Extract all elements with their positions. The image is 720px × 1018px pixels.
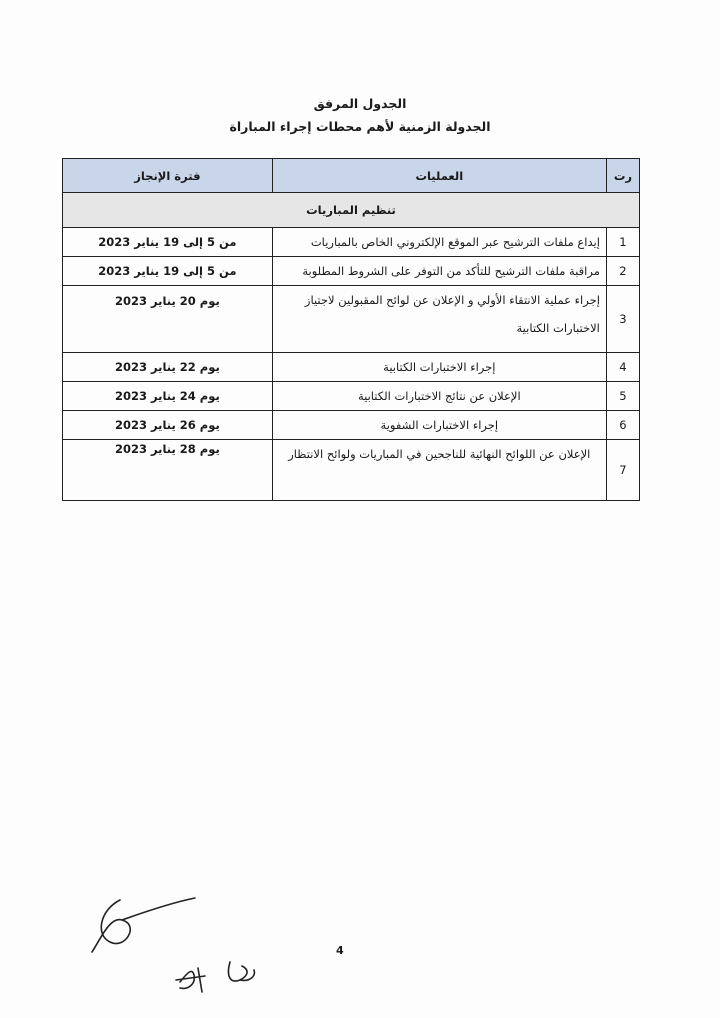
row-period: يوم 28 يناير 2023 — [63, 440, 273, 501]
row-operation: إجراء الاختبارات الشفوية — [272, 411, 606, 440]
table-row — [63, 440, 640, 501]
section-row — [63, 193, 640, 228]
row-period: من 5 إلى 19 يناير 2023 — [63, 228, 273, 257]
header-num: رت — [606, 159, 639, 193]
row-num: 2 — [606, 257, 639, 286]
header-period: فترة الإنجاز — [63, 159, 273, 193]
row-num: 1 — [606, 228, 639, 257]
document-subtitle: الجدولة الزمنية لأهم محطات إجراء المباراة — [229, 119, 491, 134]
row-operation: إجراء الاختبارات الكتابية — [272, 353, 606, 382]
table-row — [63, 286, 640, 353]
handwritten-signatures — [80, 880, 320, 1010]
signature-left — [92, 898, 195, 952]
row-operation: إيداع ملفات الترشيح عبر الموقع الإلكتروني الخاص بالمباريات — [272, 228, 606, 257]
signature-right — [176, 962, 254, 992]
header-operations: العمليات — [272, 159, 606, 193]
row-operation: مراقبة ملفات الترشيح للتأكد من التوفر على الشروط المطلوبة — [272, 257, 606, 286]
row-operation: إجراء عملية الانتقاء الأولي و الإعلان عن لوائح المقبولين لاجتياز الاختبارات الكتابية — [272, 286, 606, 353]
row-num: 4 — [606, 353, 639, 382]
row-operation: الإعلان عن نتائج الاختبارات الكتابية — [272, 382, 606, 411]
document-title: الجدول المرفق — [313, 96, 407, 111]
table-row — [63, 353, 640, 382]
table-row — [63, 382, 640, 411]
row-operation: الإعلان عن اللوائح النهائية للناجحين في المباريات ولوائح الانتظار — [272, 440, 606, 501]
section-title: تنظيم المباريات — [63, 193, 640, 228]
row-period: يوم 22 يناير 2023 — [63, 353, 273, 382]
page-number: 4 — [336, 944, 344, 957]
row-period: من 5 إلى 19 يناير 2023 — [63, 257, 273, 286]
row-num: 7 — [606, 440, 639, 501]
row-period: يوم 20 يناير 2023 — [63, 286, 273, 353]
table-row — [63, 228, 640, 257]
row-period: يوم 24 يناير 2023 — [63, 382, 273, 411]
table-row — [63, 411, 640, 440]
row-num: 3 — [606, 286, 639, 353]
table-header-row — [63, 159, 640, 193]
row-period: يوم 26 يناير 2023 — [63, 411, 273, 440]
table-row — [63, 257, 640, 286]
row-num: 5 — [606, 382, 639, 411]
row-num: 6 — [606, 411, 639, 440]
schedule-table — [62, 158, 640, 501]
